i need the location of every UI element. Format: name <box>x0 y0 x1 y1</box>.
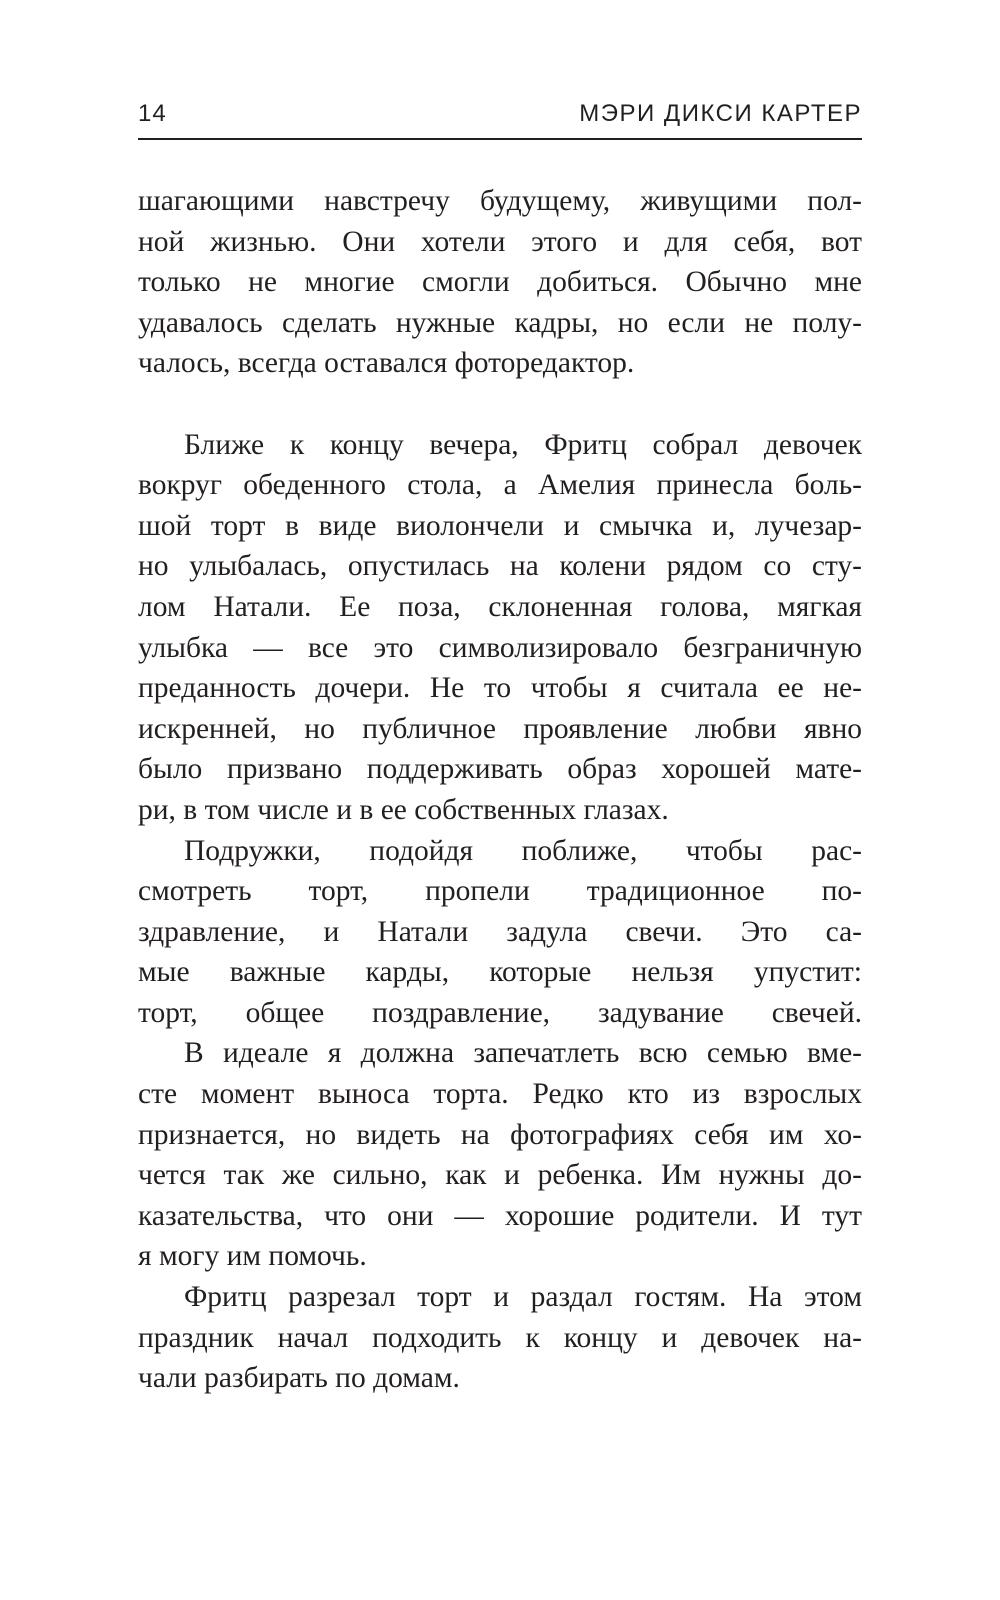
text-line: ри, в том числе и в ее собственных глазах. <box>138 793 669 826</box>
text-line: здравление, и Натали задула свечи. Это са- <box>138 915 862 948</box>
text-line: Фритц разрезал торт и раздал гостям. На этом <box>184 1281 862 1314</box>
text-line: лом Натали. Ее поза, склоненная голова, мягкая <box>138 590 862 623</box>
text-line: но улыбалась, опустилась на колени рядом со сту- <box>138 550 862 583</box>
text-line: вокруг обеденного стола, а Амелия принесла боль- <box>138 469 862 502</box>
text-line: было призвано поддерживать образ хорошей мате- <box>138 753 862 786</box>
author-name: МЭРИ ДИКСИ КАРТЕР <box>579 100 862 127</box>
text-line: шой торт в виде виолончели и смычка и, лучезар- <box>138 509 862 542</box>
paragraph-5 <box>138 1277 862 1399</box>
paragraph-3 <box>138 831 862 1034</box>
page-number: 14 <box>138 100 167 127</box>
text-line: ной жизнью. Они хотели этого и для себя, вот <box>138 225 862 258</box>
text-line: преданность дочери. Не то чтобы я считала ее не- <box>138 672 862 705</box>
text-line: только не многие смогли добиться. Обычно мне <box>138 266 862 299</box>
text-line: чалось, всегда оставался фоторедактор. <box>138 347 635 380</box>
text-line: казательства, что они — хорошие родители. И тут <box>138 1199 862 1232</box>
paragraph-1 <box>138 181 862 384</box>
text-line: Подружки, подойдя поближе, чтобы рас- <box>184 834 862 867</box>
text-line: смотреть торт, пропели традиционное по- <box>138 875 862 908</box>
text-line: торт, общее поздравление, задувание свечей. <box>138 996 862 1029</box>
text-line: шагающими навстречу будущему, живущими пол- <box>138 185 862 217</box>
page-body <box>138 181 862 1399</box>
text-line: я могу им помочь. <box>138 1240 367 1273</box>
section-break <box>138 384 862 425</box>
running-header <box>138 98 862 140</box>
paragraph-2 <box>138 425 862 831</box>
text-line: улыбка — все это символизировало безграничную <box>138 631 862 664</box>
text-line: сте момент выноса торта. Редко кто из взрослых <box>138 1078 862 1111</box>
text-line: чется так же сильно, как и ребенка. Им нужны до- <box>138 1159 862 1192</box>
text-line: чали разбирать по домам. <box>138 1362 460 1395</box>
paragraph-4 <box>138 1033 862 1277</box>
text-line: праздник начал подходить к концу и девочек на- <box>138 1321 862 1354</box>
text-line: удавалось сделать нужные кадры, но если не полу- <box>138 306 862 339</box>
text-line: Ближе к концу вечера, Фритц собрал девочек <box>184 428 862 461</box>
text-line: признается, но видеть на фотографиях себя им хо- <box>138 1118 862 1151</box>
text-line: мые важные карды, которые нельзя упустит: <box>138 956 862 989</box>
text-line: В идеале я должна запечатлеть всю семью вме- <box>184 1037 862 1070</box>
text-line: искренней, но публичное проявление любви явно <box>138 712 862 745</box>
